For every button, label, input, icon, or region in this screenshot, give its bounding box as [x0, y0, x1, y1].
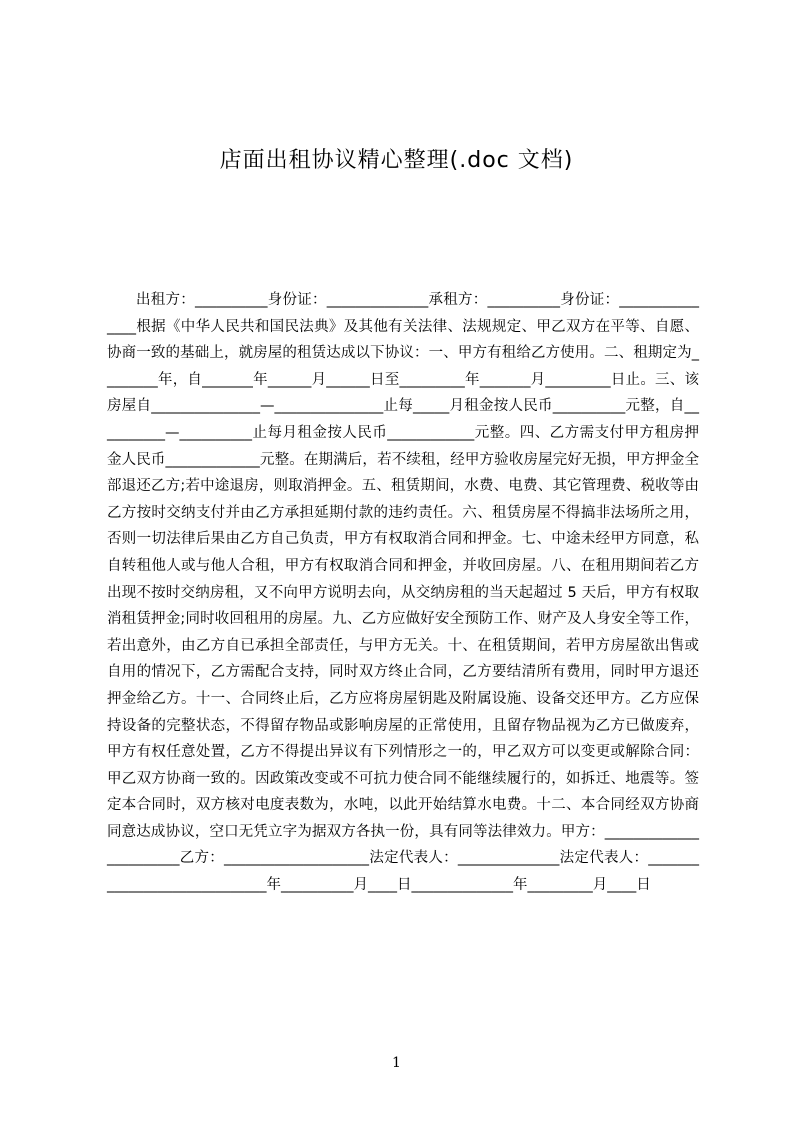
agreement-body: 出租方：__________身份证：______________承租方：__________身份证：_______________根据《中华人民共和国民法典》及其他有关法律、法规规定、甲乙双方在平等、自愿、协商一致的基础上，就房屋的租赁达成以下协议：一、甲方有租给乙方使用。二、租期定为________年，自_______年______月______日至_________年_______月_________日止。三、该房屋自_______________—_______________止每_____月租金按人民币__________元整，自__________—__________止每月租金按人民币____________元整。四、乙方需支付甲方租房押金人民币_____________元整。在期满后，若不续租，经甲方验收房屋完好无损，甲方押金全部退还乙方;若中途退房，则取消押金。五、租赁期间，水费、电费、其它管理费、税收等由乙方按时交纳支付并由乙方承担延期付款的违约责任。六、租赁房屋不得搞非法场所之用，否则一切法律后果由乙方自己负责，甲方有权取消合同和押金。七、中途未经甲方同意，私自转租他人或与他人合租，甲方有权取消合同和押金，并收回房屋。八、在租用期间若乙方出现不按时交纳房租，又不向甲方说明去向，从交纳房租的当天起超过 5 天后，甲方有权取消租赁押金;同时收回租用的房屋。九、乙方应做好安全预防工作、财产及人身安全等工作，若出意外，由乙方自已承担全部责任，与甲方无关。十、在租赁期间，若甲方房屋欲出售或自用的情况下，乙方需配合支持，同时双方终止合同，乙方要结清所有费用，同时甲方退还押金给乙方。十一、合同终止后，乙方应将房屋钥匙及附属设施、设备交还甲方。乙方应保持设备的完整状态，不得留存物品或影响房屋的正常使用，且留存物品视为乙方已做废弃，甲方有权任意处置，乙方不得提出异议有下列情形之一的，甲乙双方可以变更或解除合同：甲乙双方协商一致的。因政策改变或不可抗力使合同不能继续履行的，如拆迁、地震等。签定本合同时，双方核对电度表数为，水吨，以此开始结算水电费。十二、本合同经双方协商同意达成协议，空口无凭立字为据双方各执一份，具有同等法律效力。甲方：_______________________乙方：____________________法定代表人：______________法定代表人：_____________________________年__________月____日______________年_________月____日 — [107, 292, 699, 894]
page-number: 1 — [392, 1055, 401, 1071]
document-title: 店面出租协议精心整理(.doc 文档) — [219, 148, 574, 173]
